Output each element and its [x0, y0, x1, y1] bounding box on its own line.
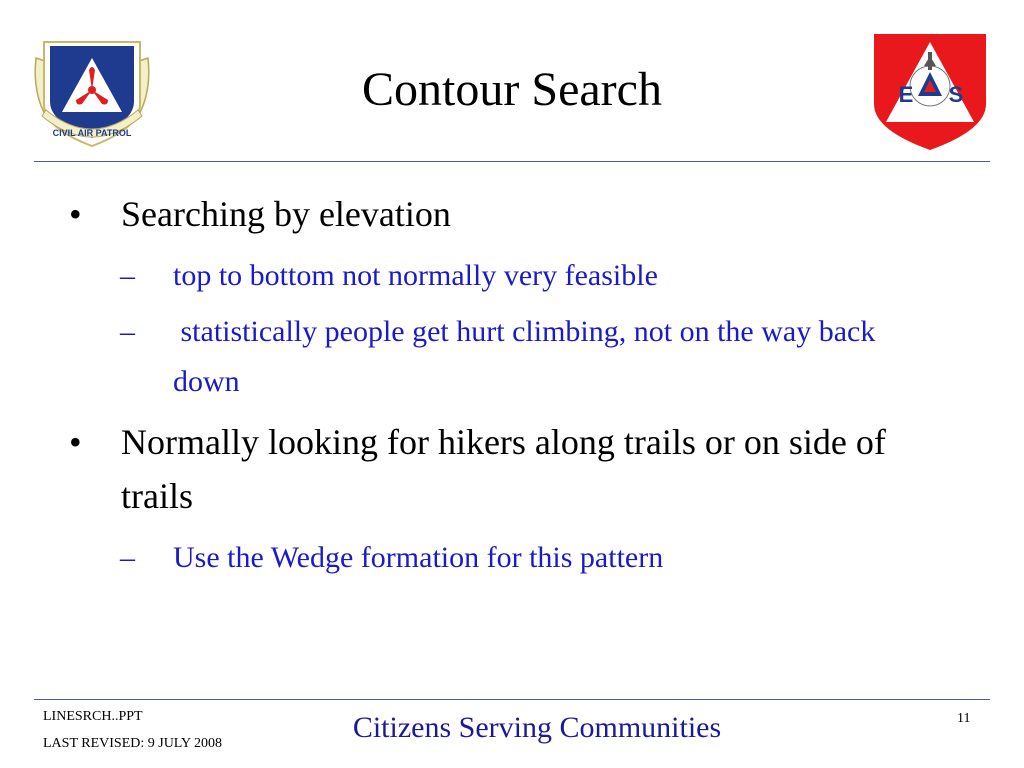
- subbullet-marker: –: [120, 541, 135, 574]
- footer-divider: [34, 699, 990, 700]
- footer-filename: LINESRCH..PPT: [43, 709, 143, 724]
- bullet-item: [69, 415, 911, 523]
- bullet-text: Normally looking for hikers along trails or on side of trails: [121, 422, 886, 516]
- subbullet-item: [120, 307, 893, 407]
- bullet-marker: •: [69, 194, 82, 234]
- subbullet-text: statistically people get hurt climbing, not on the way back down: [173, 315, 883, 398]
- footer-revised-date: LAST REVISED: 9 JULY 2008: [43, 736, 223, 751]
- header-divider: [34, 161, 990, 162]
- subbullet-marker: –: [120, 315, 135, 348]
- subbullet-marker: –: [120, 259, 135, 292]
- slide-title: Contour Search: [362, 63, 662, 116]
- bullet-marker: •: [69, 422, 82, 462]
- svg-text:CIVIL AIR PATROL: CIVIL AIR PATROL: [52, 128, 132, 138]
- subbullet-text: top to bottom not normally very feasible: [173, 259, 658, 292]
- subbullet-item: [120, 533, 913, 583]
- footer-tagline: Citizens Serving Communities: [352, 711, 722, 744]
- subbullet-text: Use the Wedge formation for this pattern: [173, 541, 664, 574]
- bullet-text: Searching by elevation: [121, 194, 451, 234]
- subbullet-item: [120, 251, 913, 301]
- svg-text:E: E: [898, 82, 914, 107]
- svg-text:S: S: [948, 82, 964, 107]
- bullet-item: [69, 187, 921, 241]
- slide-number: 11: [957, 711, 971, 726]
